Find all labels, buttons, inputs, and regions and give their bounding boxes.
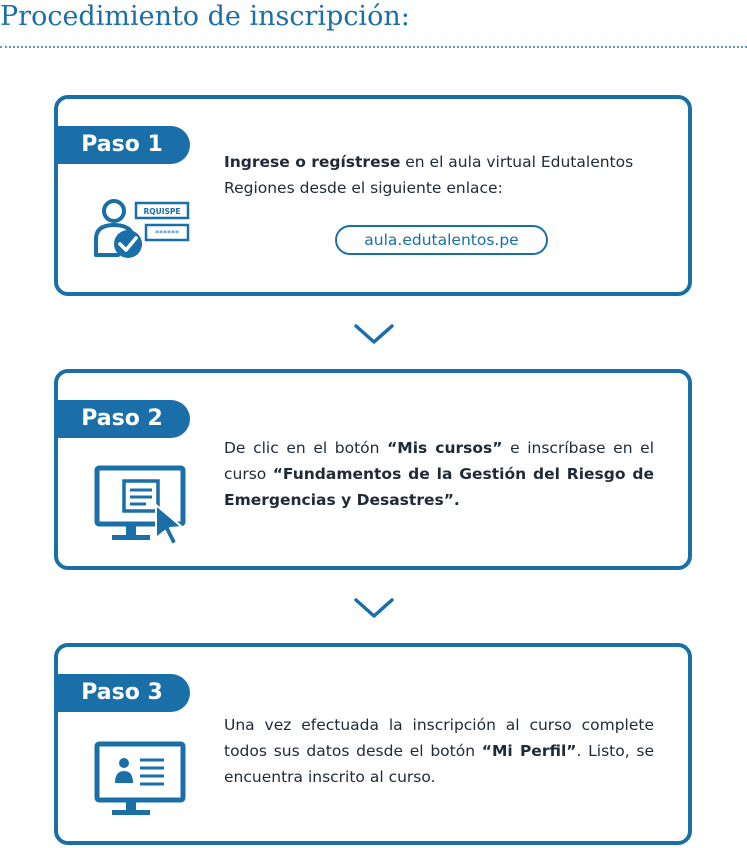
step-1-card [54,95,692,296]
step-2-bold-b: “Fundamentos de la Gestión del Riesgo de Emergencias y Desastres”. [224,465,654,509]
icon-password-label: ****** [155,229,179,238]
step-3-text-a: Una vez efectuada la inscripción al curso complete todos sus datos desde el botón [224,716,654,760]
chevron-down-icon [354,597,394,619]
step-2-badge: Paso 2 [54,400,190,438]
dotted-divider [0,46,747,48]
step-1-bold: Ingrese o regístrese [224,153,401,171]
step-2-text-a: De clic en el botón [224,439,388,457]
step-3-bold: “Mi Perfil” [481,742,577,760]
step-1-text-rest: en el aula virtual Edutalentos Regiones desde el siguiente enlace: [224,153,634,197]
page-title: Procedimiento de inscripción: [0,1,410,32]
edutalentos-link[interactable]: aula.edutalentos.pe [335,225,548,255]
step-1-badge: Paso 1 [54,126,190,164]
profile-monitor-icon [94,741,190,821]
step-2-text [224,435,654,513]
step-3-text-b: . Listo, se encuentra inscrito al curso. [224,742,654,786]
chevron-down-icon [354,323,394,345]
step-2-card [54,369,692,570]
step-3-card [54,643,692,845]
step-3-badge: Paso 3 [54,674,190,712]
step-1-text [224,149,654,201]
step-3-text [224,712,654,790]
computer-click-icon [94,465,190,549]
icon-username-label: RQUISPE [143,207,181,216]
step-2-text-b: e inscríbase en el curso [224,439,654,483]
user-login-icon [90,197,190,259]
step-2-bold-a: “Mis cursos” [387,439,503,457]
